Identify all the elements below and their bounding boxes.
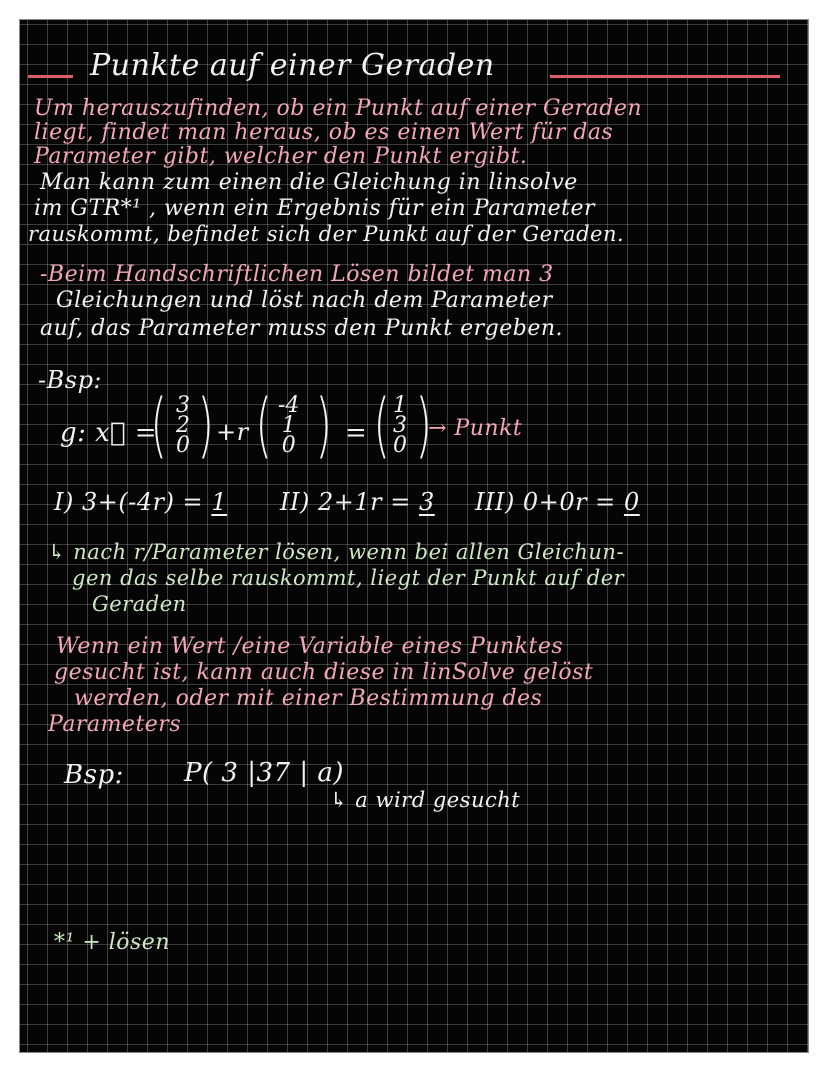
intro-line: Parameter gibt, welcher den Punkt ergibt. xyxy=(34,144,528,169)
equation-1 xyxy=(54,488,227,516)
equals-sign: = xyxy=(345,418,368,448)
right-paren: ) xyxy=(415,384,432,466)
vector-3-x: 1 xyxy=(393,393,407,418)
intro-line: rauskommt, befindet sich der Punkt auf der Geraden. xyxy=(28,222,625,246)
handwritten-line: -Beim Handschriftlichen Lösen bildet man 3 xyxy=(40,262,554,287)
right-paren: ) xyxy=(315,384,332,466)
variable-line: werden, oder mit einer Bestimmung des xyxy=(74,686,543,711)
equation-3 xyxy=(475,488,640,516)
vector-1-x: 3 xyxy=(176,393,190,418)
note-line: gen das selbe rauskommt, liegt der Punkt auf der xyxy=(72,566,625,590)
intro-line: Man kann zum einen die Gleichung in linsolve xyxy=(40,170,578,195)
vector-2-y: 1 xyxy=(281,413,296,438)
title-rule-left xyxy=(28,75,73,78)
vector-1-z: 0 xyxy=(176,433,190,458)
equation-2-text: II) 2+1r = xyxy=(280,488,411,516)
handwritten-line: auf, das Parameter muss den Punkt ergeben. xyxy=(40,316,564,341)
example2-hint: ↳ a wird gesucht xyxy=(330,788,521,812)
equation-1-value: 1 xyxy=(211,488,228,516)
equation-3-value: 0 xyxy=(623,488,640,516)
vector-2 xyxy=(278,393,300,458)
handwritten-line: Gleichungen und löst nach dem Parameter xyxy=(56,288,553,313)
title-rule-right xyxy=(550,75,780,78)
left-paren: ( xyxy=(150,384,167,466)
notebook-page xyxy=(19,19,809,1053)
variable-line: Wenn ein Wert /eine Variable eines Punktes xyxy=(56,634,564,659)
vector-1 xyxy=(176,393,190,458)
example1-label: -Bsp: xyxy=(38,366,103,394)
left-paren: ( xyxy=(373,384,390,466)
note-line: Geraden xyxy=(92,592,187,616)
vector-3-z: 0 xyxy=(393,433,407,458)
equation-2-value: 3 xyxy=(418,488,435,516)
variable-line: Parameters xyxy=(48,712,182,737)
vector-3 xyxy=(393,393,407,458)
intro-line: liegt, findet man heraus, ob es einen Wert für das xyxy=(34,120,614,145)
intro-line: Um herauszufinden, ob ein Punkt auf einer Geraden xyxy=(34,96,643,121)
right-paren: ) xyxy=(197,384,214,466)
footnote: *¹ + lösen xyxy=(54,930,170,955)
equation-2 xyxy=(280,488,435,516)
intro-line: im GTR*¹ , wenn ein Ergebnis für ein Parameter xyxy=(34,196,596,221)
example2-label: Bsp: xyxy=(64,760,124,790)
note-line: ↳ nach r/Parameter lösen, wenn bei allen Gleichun- xyxy=(48,540,625,564)
plus-r: +r xyxy=(216,418,249,446)
equation-1-text: I) 3+(-4r) = xyxy=(54,488,204,516)
example2-point: P( 3 |37 | a) xyxy=(184,758,344,788)
page-title: Punkte auf einer Geraden xyxy=(90,48,495,83)
left-paren: ( xyxy=(255,384,272,466)
vector-1-y: 2 xyxy=(176,413,190,438)
vector-2-x: -4 xyxy=(278,393,300,418)
equation-3-text: III) 0+0r = xyxy=(475,488,616,516)
vector-3-y: 3 xyxy=(393,413,407,438)
vector-2-z: 0 xyxy=(281,433,296,458)
equation-lhs: g: x⃗ = xyxy=(60,418,157,448)
point-arrow-label: → Punkt xyxy=(428,416,523,441)
variable-line: gesucht ist, kann auch diese in linSolve gelöst xyxy=(54,660,594,685)
